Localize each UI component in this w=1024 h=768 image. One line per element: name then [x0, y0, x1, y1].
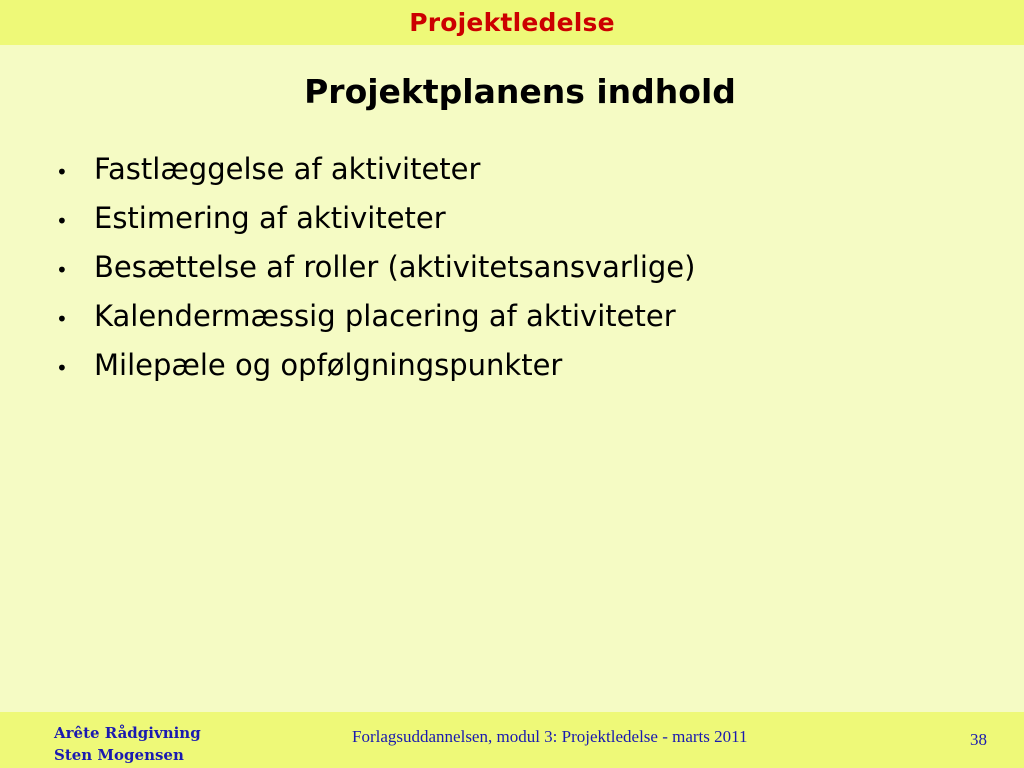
footer-company: Arête Rådgivning	[54, 724, 201, 742]
bullet-text: Fastlæggelse af aktiviteter	[94, 152, 481, 186]
bullet-icon: •	[56, 258, 68, 282]
bullet-text: Milepæle og opfølgningspunkter	[94, 348, 563, 382]
footer-author: Sten Mogensen	[54, 746, 184, 764]
header-title: Projektledelse	[409, 8, 615, 37]
bullet-icon: •	[56, 356, 68, 380]
footer-credits	[54, 722, 201, 766]
footer-course: Forlagsuddannelsen, modul 3: Projektledelse - marts 2011	[352, 727, 748, 746]
page-number: 38	[970, 730, 987, 749]
bullet-icon: •	[56, 160, 68, 184]
bullet-icon: •	[56, 209, 68, 233]
bullet-text: Estimering af aktiviteter	[94, 201, 446, 235]
bullet-icon: •	[56, 307, 68, 331]
slide-heading: Projektplanens indhold	[304, 72, 736, 111]
footer-bar	[0, 712, 1024, 768]
bullet-text: Besættelse af roller (aktivitetsansvarlige)	[94, 250, 696, 284]
header-bar	[0, 0, 1024, 45]
bullet-text: Kalendermæssig placering af aktiviteter	[94, 299, 676, 333]
